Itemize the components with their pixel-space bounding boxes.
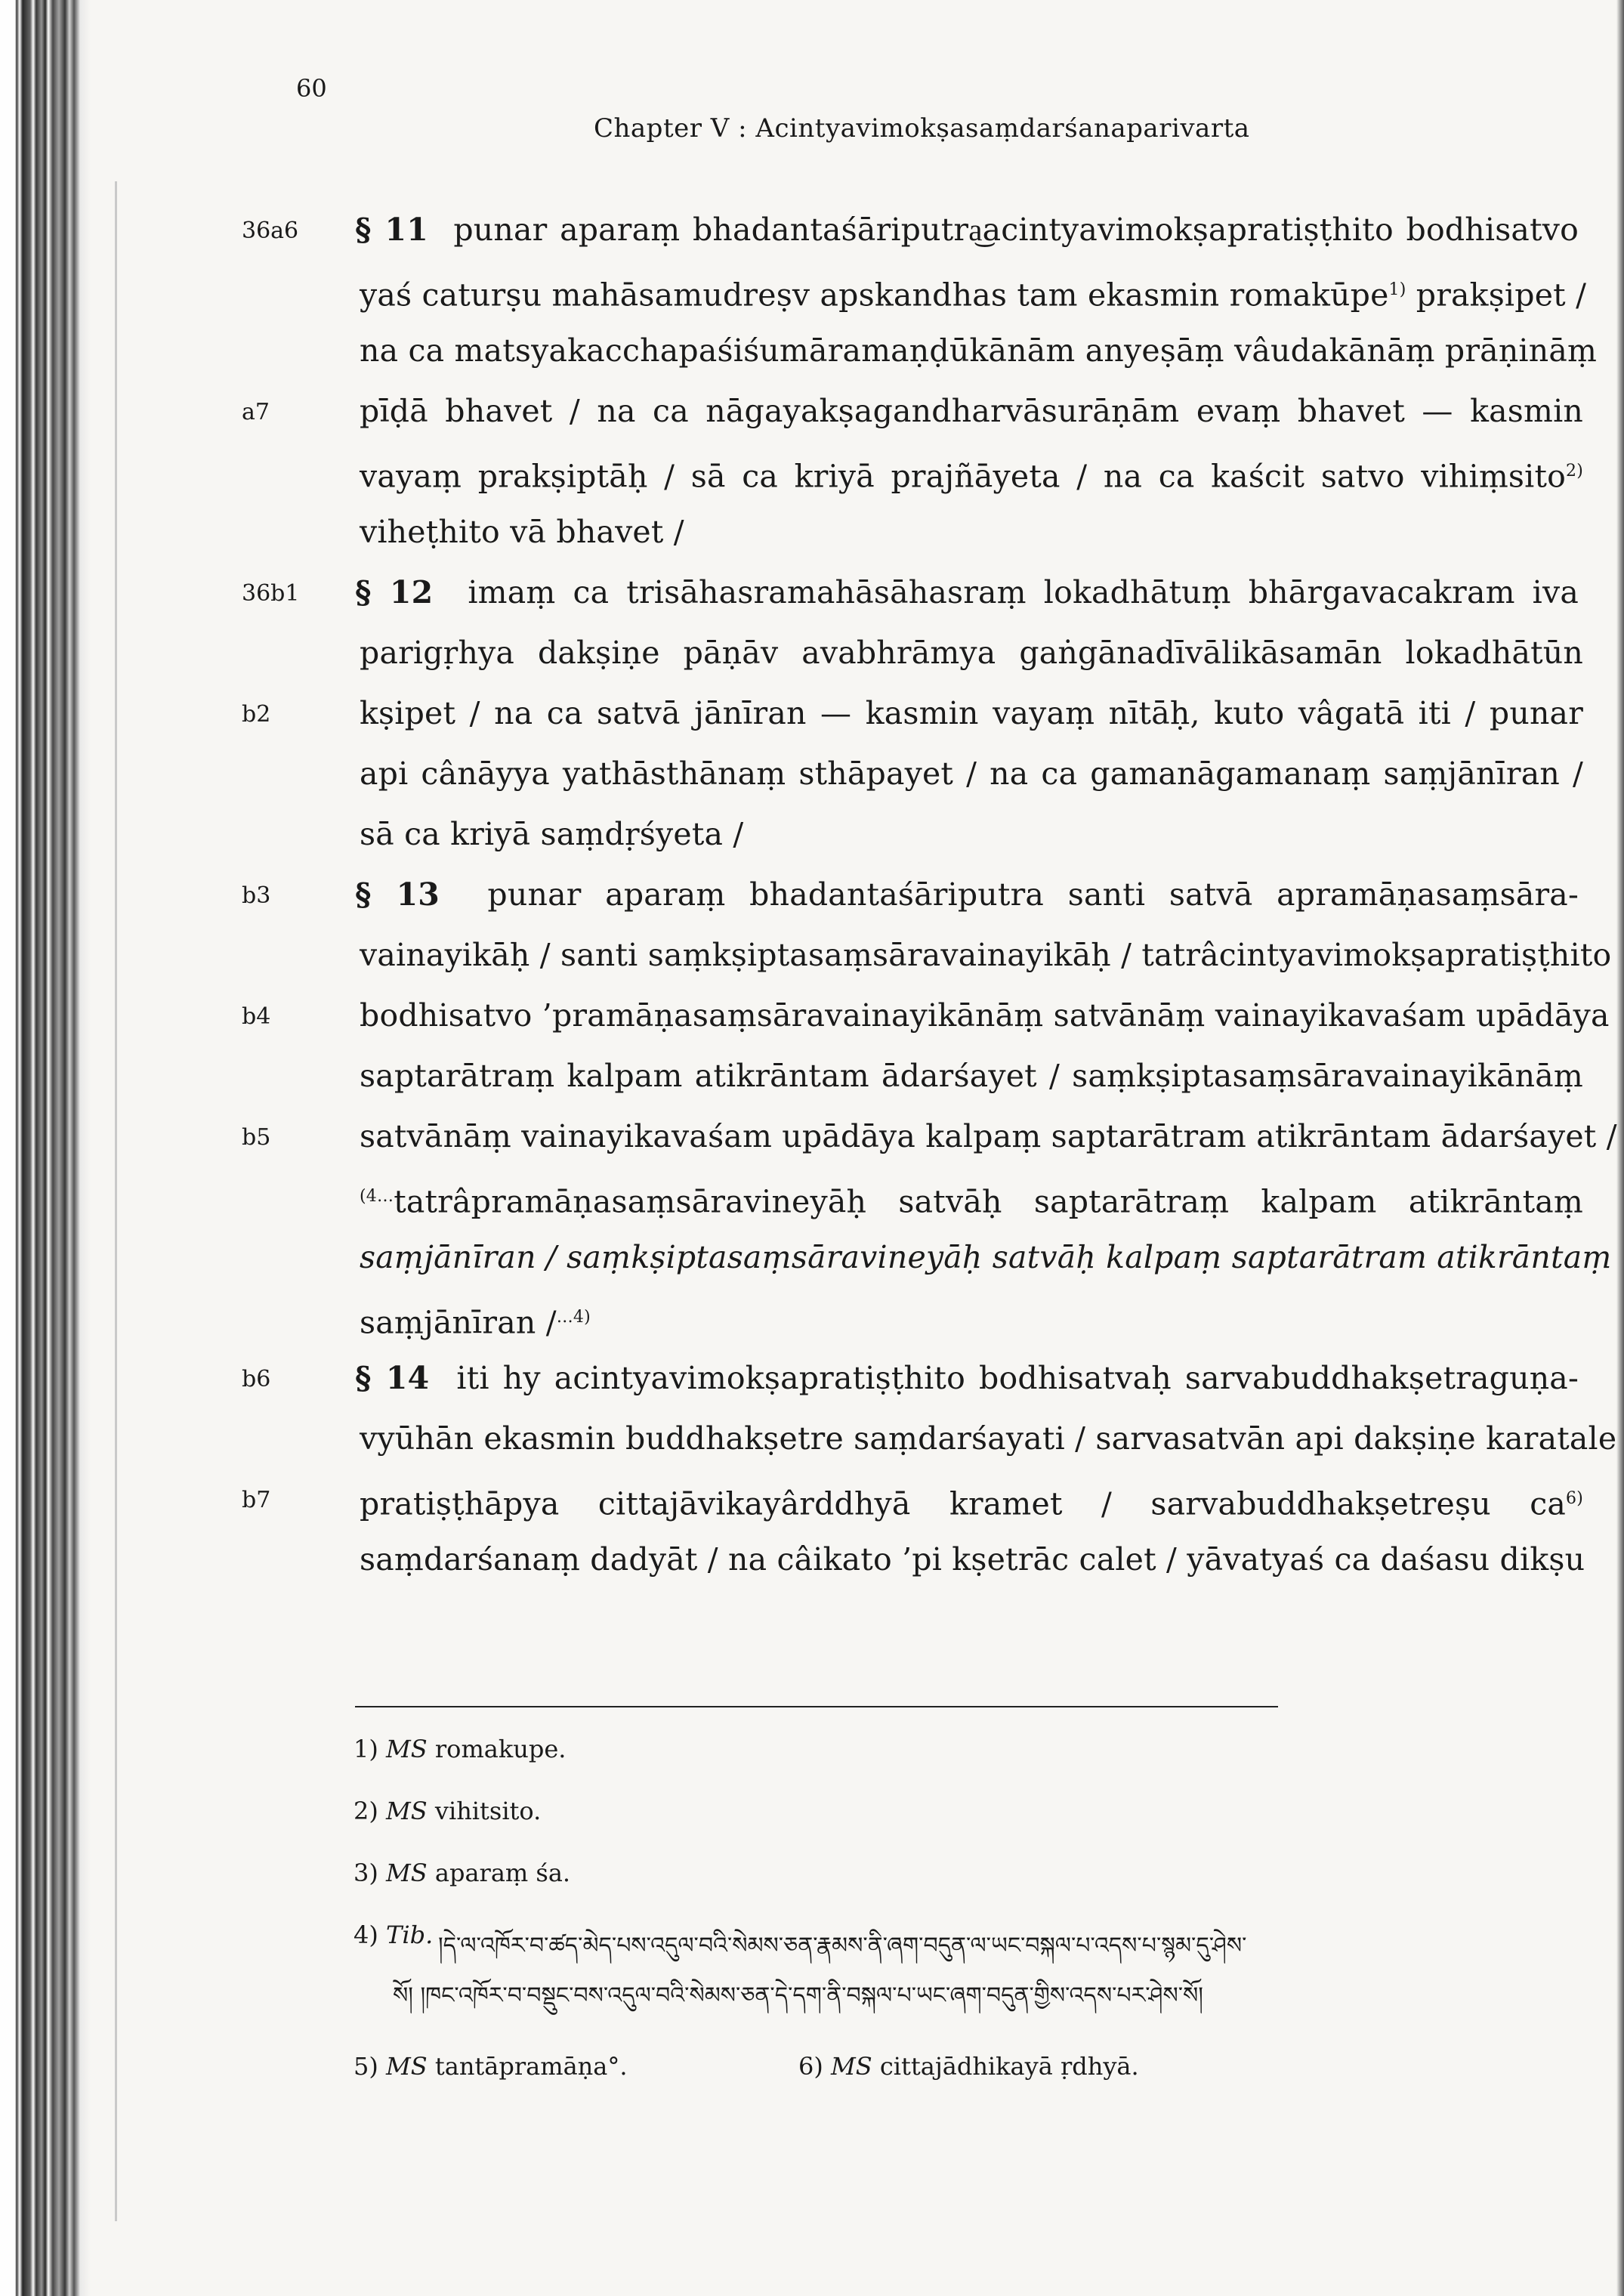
line-text: vyūhān ekasmin buddhakṣetre saṃdarśayati / sarvasatvān api dakṣiṇe karatale <box>360 1420 1617 1457</box>
text-line <box>0 506 1624 567</box>
page-number: 60 <box>296 74 327 103</box>
text-line <box>0 1231 1624 1292</box>
line-text: kṣipet / na ca satvā jānīran — kasmin vayaṃ nītāḥ, kuto vâgatā iti / punar <box>360 695 1583 731</box>
text-line <box>0 1171 1624 1231</box>
line-text: punar aparaṃ bhadantaśāriputra santi satvā apramāṇasaṃsāra- <box>487 876 1579 913</box>
footnote-rule <box>355 1706 1278 1707</box>
line-text: punar aparaṃ bhadantaśāriputra͜acintyavimokṣapratiṣṭhito bodhisatvo <box>453 212 1579 248</box>
text-line <box>0 567 1624 627</box>
tibetan-text-line-1: །དེ་ལ་འཁོར་བ་ཚད་མེད་པས་འདུལ་བའི་སེམས་ཅན་རྣམས་ནི་ཞག་བདུན་ལ་ཡང་བསྐལ་པ་འདས་པ་སྙམ་དུ་ཤེས་ <box>438 1933 1247 1959</box>
margin-ref: b6 <box>242 1366 271 1392</box>
line-text: tatrâpramāṇasaṃsāravineyāḥ satvāḥ saptarātraṃ kalpam atikrāntaṃ <box>394 1183 1583 1220</box>
section-number: § 11 <box>355 212 428 248</box>
text-line <box>0 869 1624 929</box>
line-text: parigṛhya dakṣiṇe pāṇāv avabhrāmya gaṅgānadīvālikāsamān lokadhātūn <box>360 635 1583 671</box>
text-line: yaś caturṣu mahāsamudreṣv apskandhas tam ekasmin romakūpe$^{1)}$ prakṣipet / <box>360 277 1587 314</box>
footnote-3: 3) MS aparaṃ śa. <box>354 1859 571 1887</box>
line-text: sā ca kriyā saṃdṛśyeta / <box>360 816 744 852</box>
text-line <box>0 1352 1624 1413</box>
section-number: § 12 <box>355 574 434 610</box>
text-line <box>0 808 1624 869</box>
line-text: saṃjānīran / <box>360 1304 557 1341</box>
text-line <box>0 929 1624 990</box>
text-line <box>0 688 1624 748</box>
margin-ref: b7 <box>242 1487 271 1513</box>
margin-ref: b3 <box>242 882 271 909</box>
section-number: § 14 <box>355 1360 430 1396</box>
text-line <box>0 748 1624 808</box>
line-text: saṃdarśanaṃ dadyāt / na câikato ’pi kṣetrāc calet / yāvatyaś ca daśasu dikṣu <box>360 1541 1585 1578</box>
line-text: saptarātraṃ kalpam atikrāntam ādarśayet / saṃkṣiptasaṃsāravainayikānāṃ <box>360 1058 1583 1094</box>
text-line <box>0 385 1624 446</box>
line-text: satvānāṃ vainayikavaśam upādāya kalpaṃ saptarātram atikrāntam ādarśayet / <box>360 1118 1617 1154</box>
margin-ref: b2 <box>242 701 271 728</box>
margin-ref: 36b1 <box>242 580 300 607</box>
text-line <box>0 990 1624 1050</box>
line-text: na ca matsyakacchapaśiśumāramaṇḍūkānām anyeṣāṃ vâudakānāṃ prāṇināṃ <box>360 332 1598 369</box>
margin-ref: b5 <box>242 1124 271 1151</box>
text-line <box>0 1050 1624 1111</box>
footnote-2: 2) MS vihitsito. <box>354 1797 542 1825</box>
footnote-6: 6) MS cittajādhikayā ṛdhyā. <box>798 2052 1139 2081</box>
footnote-marker: 2) <box>1566 462 1583 481</box>
text-line <box>0 446 1624 506</box>
footnote-marker: (4… <box>360 1187 394 1206</box>
footnote-marker: 6) <box>1566 1489 1583 1508</box>
tibetan-text-line-2: སོ། །ཁང་འཁོར་བ་བསྡུང་བས་འདུལ་བའི་སེམས་ཅན་དེ་དག་ནི་བསྐལ་པ་ཡང་ཞག་བདུན་གྱིས་འདས་པར་ཤེས་སོ། <box>393 1982 1203 2009</box>
text-line <box>0 1413 1624 1473</box>
text-line <box>0 325 1624 385</box>
section-number: § 13 <box>355 876 440 913</box>
line-text: pratiṣṭhāpya cittajāvikayârddhyā kramet / sarvabuddhakṣetreṣu ca <box>360 1485 1567 1522</box>
line-text: saṃjānīran / saṃkṣiptasaṃsāravineyāḥ satvāḥ kalpaṃ saptarātram atikrāntaṃ <box>360 1239 1612 1275</box>
line-text: api cânāyya yathāsthānaṃ sthāpayet / na ca gamanāgamanaṃ saṃjānīran / <box>360 756 1583 792</box>
text-line <box>0 204 1624 264</box>
footnote-5: 5) MS tantāpramāṇa°. <box>354 2052 628 2081</box>
line-text: viheṭhito vā bhavet / <box>360 514 684 550</box>
line-text: iti hy acintyavimokṣapratiṣṭhito bodhisatvaḥ sarvabuddhakṣetraguṇa- <box>456 1360 1579 1396</box>
line-text: imaṃ ca trisāhasramahāsāhasraṃ lokadhātuṃ bhārgavacakram iva <box>468 574 1579 610</box>
footnote-1: 1) MS romakupe. <box>354 1735 567 1763</box>
footnote-marker: 1) <box>1388 280 1406 299</box>
text-line <box>0 1473 1624 1534</box>
text-line <box>0 1111 1624 1171</box>
footnote-4: 4) Tib. <box>354 1921 434 1949</box>
margin-ref: 36a6 <box>242 218 299 244</box>
line-text: vainayikāḥ / santi saṃkṣiptasaṃsāravainayikāḥ / tatrâcintyavimokṣapratiṣṭhito <box>360 937 1612 973</box>
text-line <box>0 1292 1624 1352</box>
line-text: vayaṃ prakṣiptāḥ / sā ca kriyā prajñāyeta / na ca kaścit satvo vihiṃsito <box>360 458 1567 495</box>
line-text: pīḍā bhavet / na ca nāgayakṣagandharvāsurāṇām evaṃ bhavet — kasmin <box>360 393 1583 429</box>
text-line <box>0 627 1624 688</box>
text-line <box>0 1534 1624 1594</box>
main-text <box>0 204 1624 1594</box>
line-text: yaś caturṣu mahāsamudreṣv apskandhas tam ekasmin romakūpe <box>360 277 1389 314</box>
margin-ref: b4 <box>242 1003 271 1030</box>
margin-ref: a7 <box>242 399 270 425</box>
running-header: Chapter V : Acintyavimokṣasaṃdarśanaparivarta <box>594 113 1250 144</box>
line-text: bodhisatvo ’pramāṇasaṃsāravainayikānāṃ satvānāṃ vainayikavaśam upādāya <box>360 997 1610 1034</box>
footnote-marker: …4) <box>556 1308 591 1327</box>
